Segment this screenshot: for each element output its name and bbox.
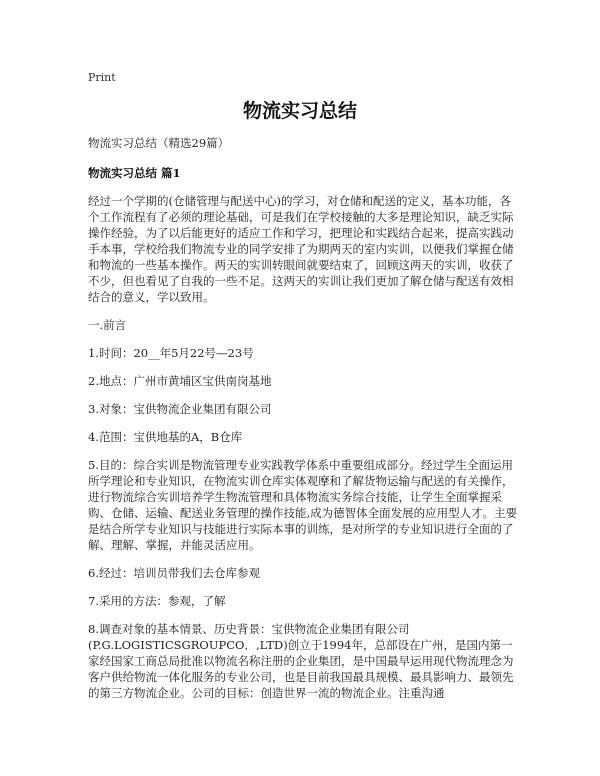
paragraph-intro: 经过一个学期的(仓储管理与配送中心)的学习，对仓储和配送的定义，基本功能，各个工作流程有了必须的理论基础，可是我们在学校接触的大多是理论知识，缺乏实际操作经验，为了以后能更好的适应工作和学习，把理论和实践结合起来，提高实践动手本事，学校给我们物流专业的同学安排了为期两天的室内实训，以便我们掌握仓储和物流的一些基本操作。两天的实训转眼间就要结束了，回顾这两天的实训，收获了不少，但也看见了自我的一些不足。这两天的实训让我们更加了解仓储与配送有效相结合的意义，学以致用。 xyxy=(88,194,514,304)
document-subtitle: 物流实习总结（精选29篇） xyxy=(88,136,230,150)
paragraph-target: 3.对象：宝供物流企业集团有限公司 xyxy=(88,402,272,416)
paragraph-location: 2.地点：广州市黄埔区宝供南岗基地 xyxy=(88,374,272,388)
print-label: Print xyxy=(88,71,116,84)
document-body xyxy=(88,135,520,713)
paragraph-time: 1.时间：20__年5月22号—23号 xyxy=(88,346,254,360)
paragraph-scope: 4.范围：宝供地基的A，B仓库 xyxy=(88,430,243,444)
document-title: 物流实习总结 xyxy=(242,100,357,122)
paragraph-process: 6.经过：培训员带我们去仓库参观 xyxy=(88,566,260,580)
paragraph-background: 8.调查对象的基本情景、历史背景：宝供物流企业集团有限公司(P.G.LOGISTICSGROUPCO．,LTD)创立于1994年，总部设在广州，是国内第一家经国家工商总局批准以物流名称注册的企业集团，是中国最早运用现代物流理念为客户供给物流一体化服务的专业公司，也是目前我国最具规模、最具影响力、最领先的第三方物流企业。公司的目标：创造世界一流的物流企业。注重沟通 xyxy=(88,622,514,700)
paragraph-method: 7.采用的方法：参观，了解 xyxy=(88,594,226,608)
paragraph-purpose: 5.目的：综合实训是物流管理专业实践教学体系中重要组成部分。经过学生全面运用所学理论和专业知识，在物流实训仓库实体观摩和了解货物运输与配送的有关操作，进行物流综合实训培养学生物流管理和具体物流实务综合技能，让学生全面掌握采购、仓储、运输、配送业务管理的操作技能,成为德智体全面发展的应用型人才。主要是结合所学专业知识与技能进行实际本事的训练，是对所学的专业知识进行全面的了解、理解、掌握，并能灵活应用。 xyxy=(88,458,518,552)
section-heading: 物流实习总结 篇1 xyxy=(88,166,181,180)
paragraph-preface: 一.前言 xyxy=(88,318,127,332)
